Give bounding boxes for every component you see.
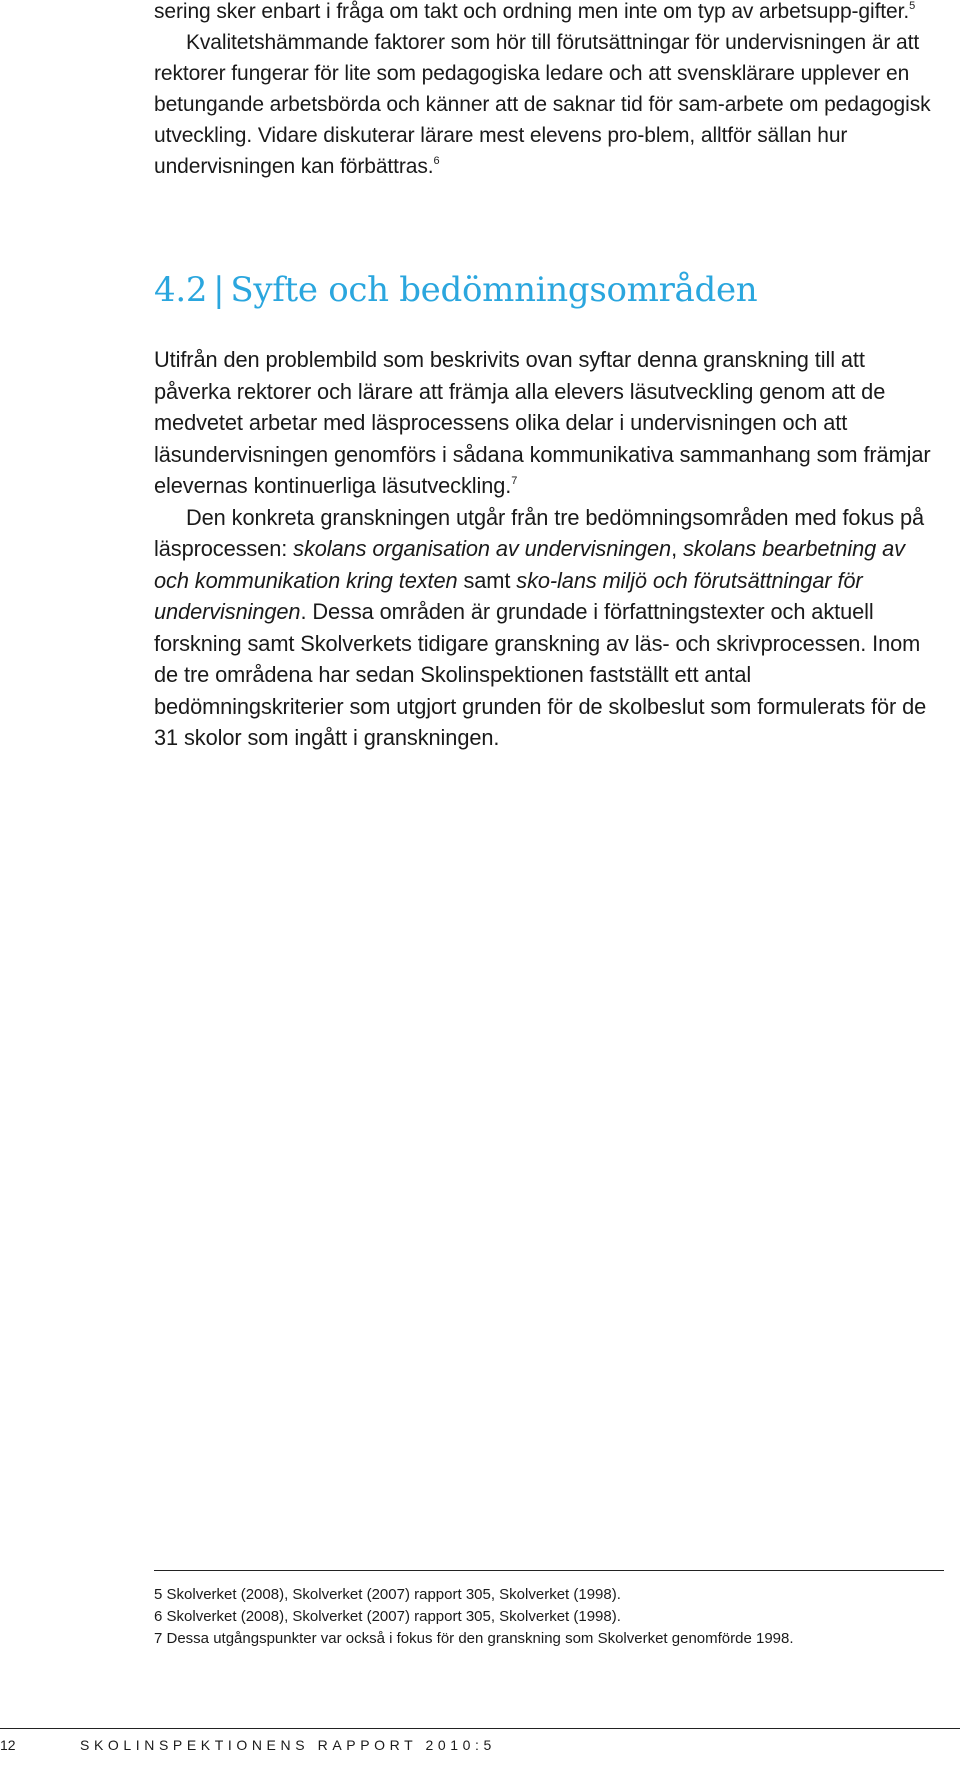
footnote-5: 5 Skolverket (2008), Skolverket (2007) rapport 305, Skolverket (1998). [154, 1586, 621, 1603]
intro-paragraph-1-text: sering sker enbart i fråga om takt och ordning men inte om typ av arbetsupp-gifter. [154, 0, 910, 23]
footnote-divider [154, 1570, 944, 1571]
section-title: Syfte och bedömningsområden [230, 270, 758, 310]
section-paragraph-2-lead: Den konkreta granskningen utgår från tre bedömningsområden med fokus på läsprocessen: [154, 504, 925, 561]
section-paragraph-1-text: Utifrån den problembild som beskrivits ovan syftar denna granskning till att påverka rektorer och lärare att främja alla elevers läsutveckling genom att de medvetet arbetar med läsprocessens olika delar i undervisningen och att läsundervisningen genomförs i sådana kommunikativa sammanhang som främjar elevernas kontinuerliga läsutveckling. [154, 347, 931, 498]
section-separator: | [213, 270, 225, 310]
footnotes [154, 1584, 944, 1650]
area-separator-2: samt [457, 567, 517, 593]
section-body [154, 344, 944, 754]
section-number: 4.2 [154, 270, 208, 310]
intro-paragraph-2 [154, 27, 944, 182]
area-separator-1: , [671, 536, 683, 561]
page-number: 12 [0, 1737, 16, 1753]
assessment-area-organisation: skolans organisation av undervisningen [293, 536, 672, 561]
footnote-ref-6[interactable]: 6 [433, 155, 440, 167]
assessment-area-environment: sko-lans miljö och förutsättningar för undervisningen [154, 567, 863, 624]
section-heading [154, 268, 757, 312]
section-paragraph-2-rest: . Dessa områden är grundade i författningstexter och aktuell forskning samt Skolverkets tidigare granskning av läs- och skrivprocessen. Inom de tre områdena har sedan Skolinspektionen fastställt ett antal bedömningskriterier som utgjort grunden för de skolbeslut som formulerats för de 31 skolor som ingått i granskningen. [154, 599, 927, 750]
intro-paragraph-2-text: Kvalitetshämmande faktorer som hör till förutsättningar för undervisningen är att rektorer fungerar för lite som pedagogiska ledare och att svensklärare upplever en betungande arbetsbörda och känner att de saknar tid för sam-arbete om pedagogisk utveckling. Vidare diskuterar lärare mest elevens pro-blem, alltför sällan hur undervisningen kan förbättras. [154, 31, 931, 178]
report-title: SKOLINSPEKTIONENS RAPPORT 2010:5 [80, 1737, 496, 1753]
intro-text [154, 0, 944, 182]
section-paragraph-2 [154, 502, 944, 754]
footnote-ref-7[interactable]: 7 [511, 475, 518, 487]
section-paragraph-1 [154, 344, 944, 502]
footnote-6: 6 Skolverket (2008), Skolverket (2007) rapport 305, Skolverket (1998). [154, 1608, 621, 1625]
intro-paragraph-1 [154, 0, 944, 27]
footnote-ref-5[interactable]: 5 [909, 0, 916, 12]
footer-divider [0, 1728, 960, 1729]
assessment-area-text-work: skolans bearbetning av och kommunikation kring texten [154, 536, 905, 593]
footnote-7: 7 Dessa utgångspunkter var också i fokus för den granskning som Skolverket genomförde 1998. [154, 1630, 794, 1647]
